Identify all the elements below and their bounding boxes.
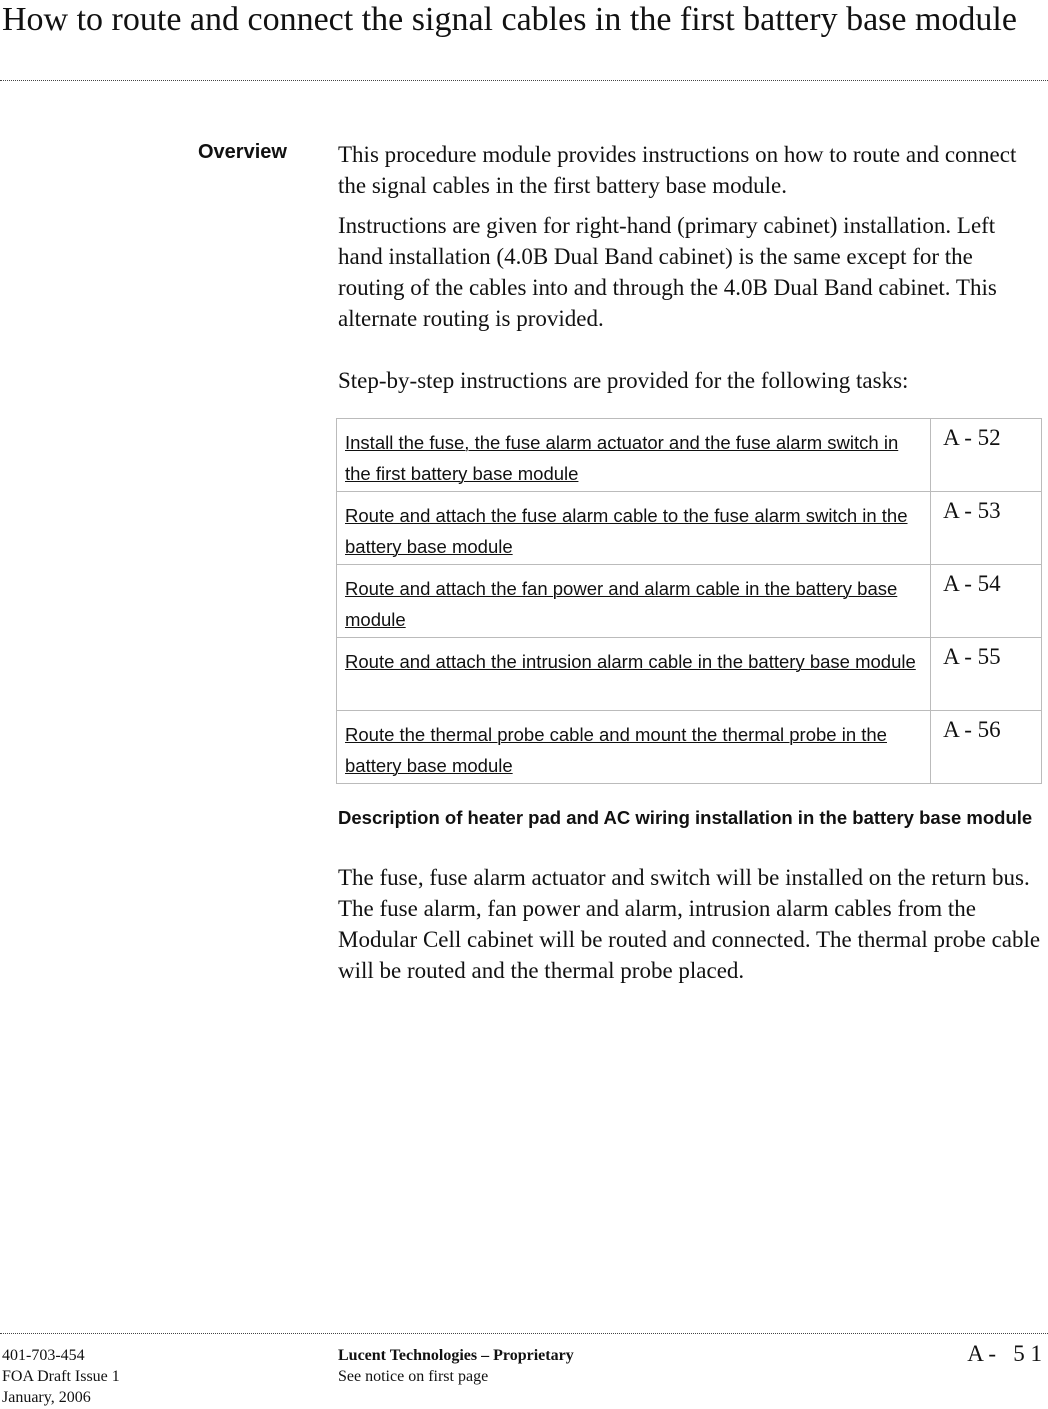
footer-divider bbox=[0, 1333, 1048, 1334]
page-cell bbox=[931, 492, 1042, 565]
overview-paragraph-2 bbox=[338, 210, 1044, 334]
task-link-fuse-alarm-cable[interactable]: Route and attach the fuse alarm cable to the fuse alarm switch in the battery base module bbox=[345, 505, 908, 557]
overview-paragraph-1 bbox=[338, 139, 1044, 201]
task-link-thermal-probe[interactable]: Route the thermal probe cable and mount the thermal probe in the battery base module bbox=[345, 724, 887, 776]
task-link-fan-power-cable[interactable]: Route and attach the fan power and alarm cable in the battery base module bbox=[345, 578, 898, 630]
overview-text: This procedure module provides instructions on how to route and connect the signal cables in the first battery base module. bbox=[338, 142, 1017, 198]
task-table bbox=[336, 418, 1042, 784]
page-reference: A - 56 bbox=[943, 717, 1001, 742]
page-title: How to route and connect the signal cables in the first battery base module bbox=[2, 1, 1017, 38]
page-reference: A - 53 bbox=[943, 498, 1001, 523]
header-divider bbox=[0, 80, 1048, 81]
task-link-intrusion-alarm-cable[interactable]: Route and attach the intrusion alarm cable in the battery base module bbox=[345, 651, 916, 672]
page-reference: A - 54 bbox=[943, 571, 1001, 596]
description-section bbox=[338, 862, 1044, 986]
notice-reference: See notice on first page bbox=[338, 1368, 489, 1385]
footer-proprietary bbox=[338, 1345, 574, 1387]
issue-date: January, 2006 bbox=[2, 1389, 91, 1406]
page-reference: A - 52 bbox=[943, 425, 1001, 450]
description-text: The fuse, fuse alarm actuator and switch will be installed on the return bus. The fuse alarm, fan power and alarm, intrusion alarm cables from the Modular Cell cabinet will be routed and connected. The thermal probe cable will be routed and the thermal probe placed. bbox=[338, 865, 1041, 983]
table-row bbox=[337, 711, 1042, 784]
table-row bbox=[337, 419, 1042, 492]
page-number: A - 5 1 bbox=[967, 1341, 1042, 1366]
tasks-intro-text: Step-by-step instructions are provided for the following tasks: bbox=[338, 368, 909, 393]
task-cell bbox=[337, 565, 931, 638]
task-cell bbox=[337, 492, 931, 565]
company-notice: Lucent Technologies – Proprietary bbox=[338, 1347, 574, 1364]
footer-doc-info bbox=[2, 1345, 120, 1408]
installation-text: Instructions are given for right-hand (primary cabinet) installation. Left hand installation (4.0B Dual Band cabinet) is the same except for the routing of the cables into and through the 4.0B Dual Band cabinet. This alternate routing is provided. bbox=[338, 213, 997, 331]
overview-label: Overview bbox=[198, 141, 287, 163]
table-row bbox=[337, 638, 1042, 711]
task-cell bbox=[337, 711, 931, 784]
task-cell bbox=[337, 419, 931, 492]
task-cell bbox=[337, 638, 931, 711]
doc-number: 401-703-454 bbox=[2, 1347, 85, 1364]
table-row bbox=[337, 492, 1042, 565]
description-heading: Description of heater pad and AC wiring installation in the battery base module bbox=[338, 807, 1033, 828]
task-link-install-fuse[interactable]: Install the fuse, the fuse alarm actuator and the fuse alarm switch in the first battery base module bbox=[345, 432, 899, 484]
page-cell bbox=[931, 419, 1042, 492]
page-cell bbox=[931, 638, 1042, 711]
page-cell bbox=[931, 711, 1042, 784]
overview-paragraph-3 bbox=[338, 365, 1044, 396]
issue-label: FOA Draft Issue 1 bbox=[2, 1368, 120, 1385]
table-row bbox=[337, 565, 1042, 638]
page-cell bbox=[931, 565, 1042, 638]
page-reference: A - 55 bbox=[943, 644, 1001, 669]
